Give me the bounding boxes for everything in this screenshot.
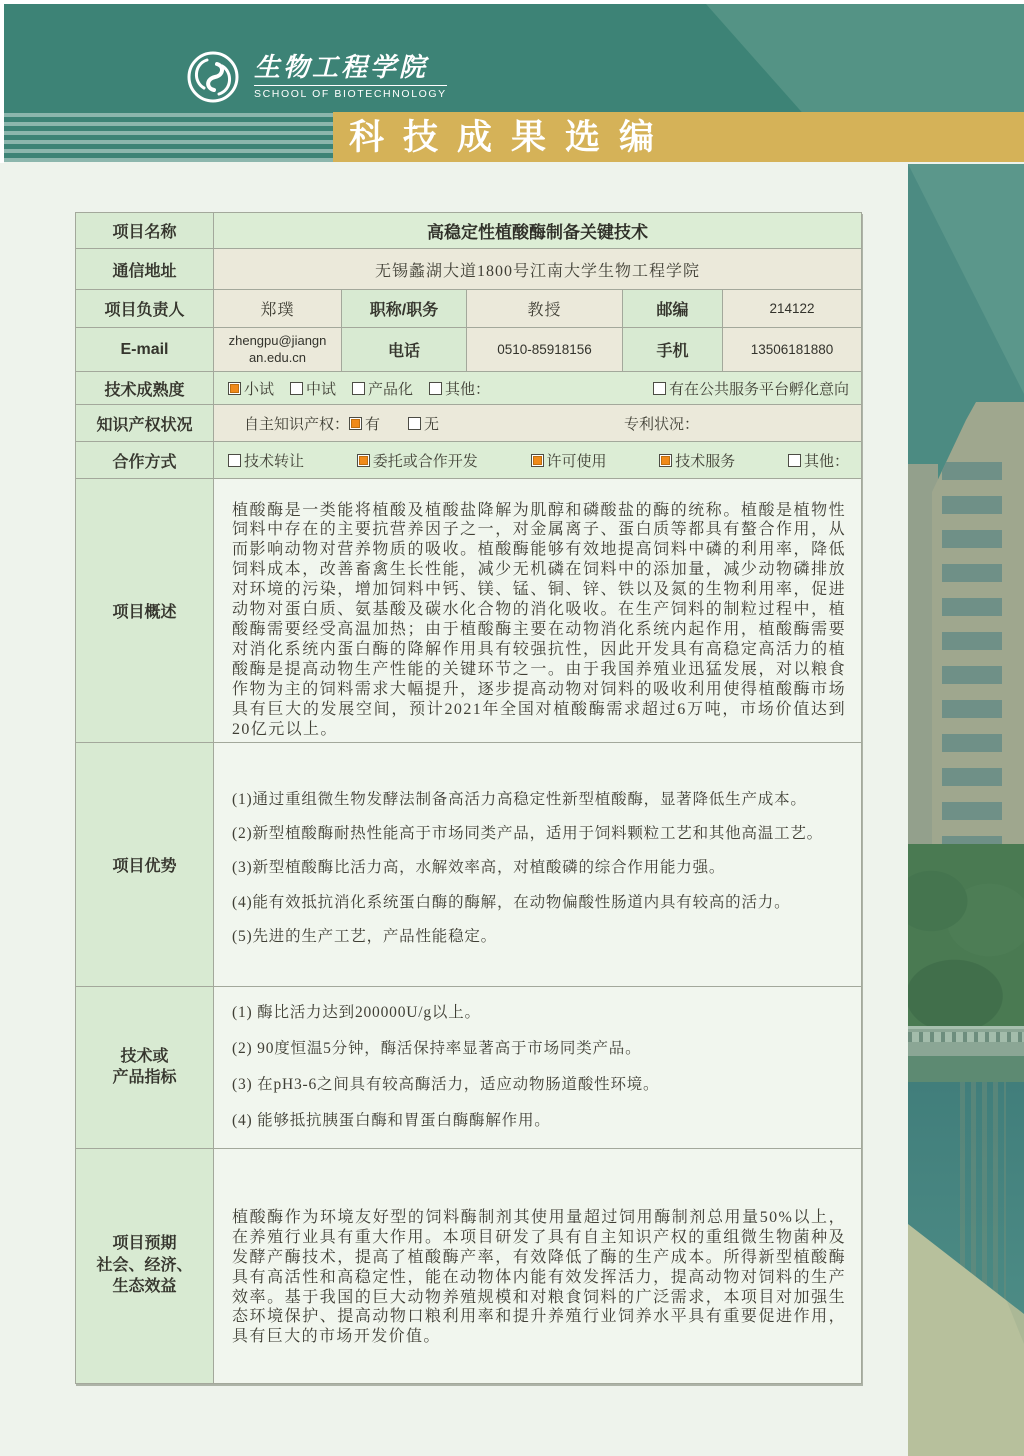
checkbox-option-codev[interactable] [357,450,478,471]
advantage-item: (4)能有效抵抗消化系统蛋白酶的酶解，在动物偏酸性肠道内具有较高的活力。 [232,893,791,911]
option-label: 技术服务 [675,453,736,470]
checkbox-icon [788,454,801,467]
checkbox-icon [659,454,672,467]
zip-label: 邮编 [623,290,723,328]
address-label: 通信地址 [76,249,214,290]
email-value: zhengpu@jiangnan.edu.cn [214,328,342,372]
option-label: 其他： [445,381,491,398]
advantages-list [214,768,861,947]
row-advantages [76,743,862,987]
checkbox-option-zhongshi[interactable] [290,378,336,399]
photo-sky [908,164,1024,424]
campus-photo [908,164,1024,1456]
overview-text: 植酸酶是一类能将植酸及植酸盐降解为肌醇和磷酸盐的酶的统称。植酸是植物性饲料中存在的主要抗营养因子之一，对金属离子、蛋白质等都具有螯合作用，从而影响动物对营养物质的吸收。植酸酶能够有效地提高饲料中磷的利用率，降低饲料成本，改善畜禽生长性能，减少无机磷在饲料中的添加量，减少动物磷排放对环境的污染，增加饲料中钙、镁、锰、铜、锌、铁以及氮的生物利用率，促进动物对蛋白质、氨基酸及碳水化合物的消化吸收。在生产饲料的制粒过程中，植酸酶需要经受高温加热；由于植酸酶主要在动物消化系统内起作用，植酸酶需要对消化系统内蛋白酶的降解作用具有较强抗性，因此开发具有高稳定高活力的植酸酶是提高动物生产性能的关键环节之一。由于我国养殖业迅猛发展，对以粮食作物为主的饲料需求大幅提升，逐步提高动物对饲料的吸收利用使得植酸酶市场具有巨大的发展空间，预计2021年全国对植酸酶需求超过6万吨，市场价值达到20亿元以上。 [232,501,847,738]
photo-bank [908,1056,1024,1082]
overview-label: 项目概述 [76,479,214,743]
benefits-text: 植酸酶作为环境友好型的饲料酶制剂其使用量超过饲用酶制剂总用量50%以上，在养殖行业具有重大作用。本项目研发了具有自主知识产权的重组微生物菌种及发酵产酶技术，提高了植酸酶产率，有效降低了酶的生产成本。所得新型植酸酶具有高活性和高稳定性，能在动物体内能有效发挥活力，提高动物对饲料的生产效率。基于我国的巨大动物养殖规模和对粮食饲料的广泛需求，本项目对加强生态环境保护、提高动物口粮利用率和提升养殖行业饲养水平具有重要促进作用，具有巨大的市场开发价值。 [232,1208,847,1346]
checkbox-option-you[interactable] [349,413,380,434]
school-name-cn: 生物工程学院 [254,52,429,82]
photo-bridge [908,1026,1024,1056]
checkbox-option-incubation[interactable] [653,378,849,399]
checkbox-icon [228,454,241,467]
benefits-label-line: 社会、经济、 [96,1256,193,1274]
indicator-item: (1) 酶比活力达到200000U/g以上。 [232,1004,481,1021]
option-label: 小试 [244,381,275,398]
advantages-label: 项目优势 [76,743,214,987]
indicators-label-line: 技术或 [120,1047,169,1065]
option-label: 有在公共服务平台孵化意向 [669,381,850,398]
patent-status-label: 专利状况： [624,416,700,433]
row-address [76,249,862,290]
email-label: E-mail [76,328,214,372]
checkbox-option-service[interactable] [659,450,735,471]
option-label: 技术转让 [244,453,305,470]
title-banner [333,112,1024,162]
mobile-label: 手机 [623,328,723,372]
address-value: 无锡蠡湖大道1800号江南大学生物工程学院 [214,249,862,290]
indicators-label-line: 产品指标 [112,1069,177,1087]
indicator-item: (3) 在pH3-6之间具有较高酶活力，适应动物肠道酸性环境。 [232,1076,660,1094]
zip-value: 214122 [723,290,862,328]
indicators-label [76,987,214,1149]
row-indicators [76,987,862,1149]
option-label: 无 [424,416,440,433]
checkbox-icon [228,382,241,395]
option-label: 产品化 [368,381,414,398]
row-ip [76,405,862,442]
checkbox-icon [408,417,421,430]
header-stripes [4,108,349,162]
advantage-item: (1)通过重组微生物发酵法制备高活力高稳定性新型植酸酶，显著降低生产成本。 [232,791,807,809]
row-benefits [76,1148,862,1383]
indicator-item: (4) 能够抵抗胰蛋白酶和胃蛋白酶酶解作用。 [232,1112,551,1130]
ip-prefix: 自主知识产权： [244,416,350,433]
cooperation-label: 合作方式 [76,442,214,479]
row-maturity [76,372,862,405]
page-margin-left [0,0,4,163]
page-title: 科技成果选编 [349,117,674,157]
advantage-item: (5)先进的生产工艺，产品性能稳定。 [232,927,497,945]
school-name-en: SCHOOL OF BIOTECHNOLOGY [254,85,447,100]
checkbox-icon [357,454,370,467]
leader-label: 项目负责人 [76,290,214,328]
phone-label: 电话 [342,328,467,372]
checkbox-option-license[interactable] [531,450,607,471]
indicators-list [214,987,861,1132]
mobile-value: 13506181880 [723,328,862,372]
project-name-label: 项目名称 [76,213,214,249]
checkbox-option-transfer[interactable] [228,450,304,471]
ip-label: 知识产权状况 [76,405,214,442]
option-label: 有 [365,416,381,433]
checkbox-icon [531,454,544,467]
option-label: 委托或合作开发 [372,453,478,470]
option-label: 许可使用 [546,453,607,470]
option-label: 中试 [306,381,337,398]
title-value: 教授 [467,290,623,328]
benefits-label [76,1148,214,1383]
photo-trees [908,844,1024,1034]
indicator-item: (2) 90度恒温5分钟，酶活保持率显著高于市场同类产品。 [232,1040,642,1058]
phone-value: 0510-85918156 [467,328,623,372]
leader-value: 郑璞 [214,290,342,328]
checkbox-icon [653,382,666,395]
checkbox-option-wu[interactable] [408,413,439,434]
project-table [75,212,862,1384]
checkbox-option-qita[interactable] [429,378,490,399]
checkbox-icon [349,417,362,430]
school-name [254,52,447,100]
checkbox-icon [290,382,303,395]
benefits-label-line: 项目预期 [112,1235,177,1253]
checkbox-icon [429,382,442,395]
checkbox-icon [352,382,365,395]
row-cooperation [76,442,862,479]
advantage-item: (3)新型植酸酶比活力高，水解效率高，对植酸磷的综合作用能力强。 [232,859,726,877]
project-name-value: 高稳定性植酸酶制备关键技术 [214,213,862,249]
checkbox-option-other[interactable] [788,450,849,471]
school-logo [184,48,447,106]
checkbox-option-xiaoshi[interactable] [228,378,274,399]
row-overview [76,479,862,743]
row-project-name [76,213,862,249]
photo-building [932,402,1024,902]
advantage-item: (2)新型植酸酶耐热性能高于市场同类产品，适用于饲料颗粒工艺和其他高温工艺。 [232,825,823,843]
row-leader [76,290,862,328]
checkbox-option-chanpinhua[interactable] [352,378,413,399]
row-contact [76,328,862,372]
title-label: 职称/职务 [342,290,467,328]
maturity-label: 技术成熟度 [76,372,214,405]
benefits-label-line: 生态效益 [112,1278,177,1296]
option-label: 其他： [804,453,850,470]
school-emblem-icon [184,48,242,106]
